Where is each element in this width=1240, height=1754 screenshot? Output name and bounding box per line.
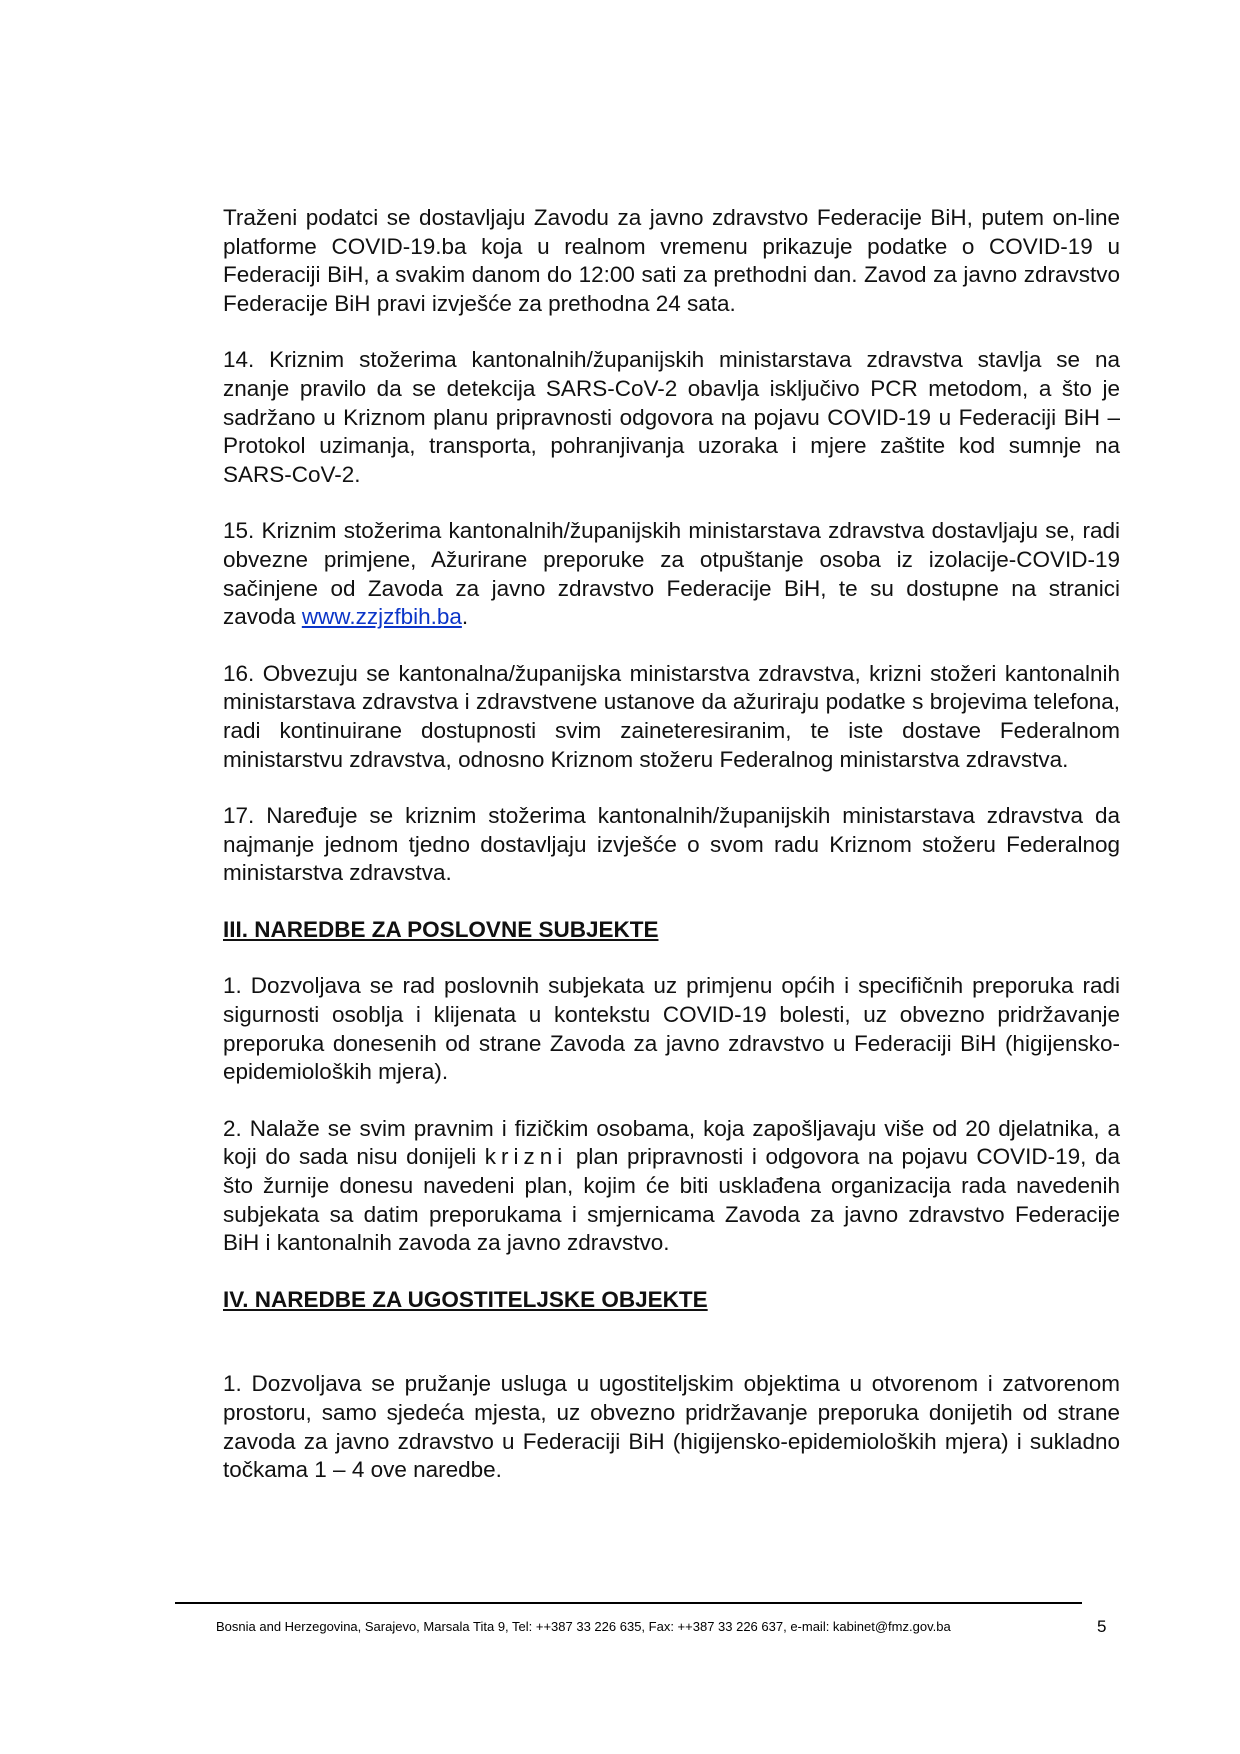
footer-divider — [175, 1602, 1082, 1604]
paragraph-14: 14. Kriznim stožerima kantonalnih/županijskih ministarstava zdravstva stavlja se na znanje pravilo da se detekcija SARS-CoV-2 obavlja isključivo PCR metodom, a što je sadržano u Kriznom planu pripravnosti odgovora na pojavu COVID-19 u Federaciji BiH – Protokol uzimanja, transporta, pohranjivanja uzoraka i mjere zaštite kod sumnje na SARS-CoV-2. — [223, 347, 1120, 487]
section-3-paragraph-2 — [223, 1115, 1120, 1258]
paragraph-15 — [223, 517, 1120, 631]
zzjzfbih-link[interactable]: www.zzjzfbih.ba — [301, 604, 462, 630]
section-4-paragraph-1: 1. Dozvoljava se pružanje usluga u ugostiteljskim objektima u otvorenom i zatvorenom prostoru, samo sjedeća mjesta, uz obvezno pridržavanje preporuka donijetih od strane zavoda za javno zdravstvo u Federaciji BiH (higijensko-epidemioloških mjera) i sukladno točkama 1 – 4 ove naredbe. — [223, 1371, 1120, 1483]
page-number: 5 — [1097, 1617, 1107, 1636]
section-4-heading: IV. NAREDBE ZA UGOSTITELJSKE OBJEKTE — [223, 1286, 708, 1312]
paragraph-15-end: . — [461, 604, 469, 630]
document-body — [223, 204, 1120, 1485]
paragraph-17: 17. Naređuje se kriznim stožerima kantonalnih/županijskih ministarstava zdravstva da najmanje jednom tjedno dostavljaju izvješće o svom radu Kriznom stožeru Federalnog ministarstva zdravstva. — [223, 803, 1120, 886]
section-3-paragraph-2-start: 2. Nalaže se svim pravnim i fizičkim osobama, koja zapošljavaju više od 20 djelatnika, a koji do sada nisu donijeli — [223, 1115, 1120, 1170]
section-3-paragraph-1: 1. Dozvoljava se rad poslovnih subjekata uz primjenu općih i specifičnih preporuka radi sigurnosti osoblja i klijenata u kontekstu COVID-19 bolesti, uz obvezno pridržavanje preporuka donesenih od strane Zavoda za javno zdravstvo u Federaciji BiH (higijensko-epidemioloških mjera). — [223, 973, 1120, 1085]
paragraph-16: 16. Obvezuju se kantonalna/županijska ministarstva zdravstva, krizni stožeri kantonalnih ministarstava zdravstva i zdravstvene ustanove da ažuriraju podatke s brojevima telefona, radi kontinuirane dostupnosti svim zaineteresiranim, te iste dostave Federalnom ministarstvu zdravstva, odnosno Kriznom stožeru Federalnog ministarstva zdravstva. — [223, 660, 1120, 772]
section-3-heading: III. NAREDBE ZA POSLOVNE SUBJEKTE — [223, 916, 659, 942]
paragraph-intro: Traženi podatci se dostavljaju Zavodu za javno zdravstvo Federacije BiH, putem on-line platforme COVID-19.ba koja u realnom vremenu prikazuje podatke o COVID-19 u Federaciji BiH, a svakim danom do 12:00 sati za prethodni dan. Zavod za javno zdravstvo Federacije BiH pravi izvješće za prethodna 24 sata. — [223, 205, 1120, 316]
spaced-word-krizni: krizni — [484, 1144, 568, 1170]
paragraph-15-text: 15. Kriznim stožerima kantonalnih/županijskih ministarstava zdravstva dostavljaju se, radi obvezne primjene, Ažurirane preporuke za otpuštanje osoba iz izolacije-COVID-19 sačinjene od Zavoda za javno zdravstvo Federacije BiH, te su dostupne na stranici zavoda — [223, 518, 1120, 630]
section-3-paragraph-2-end: plan pripravnosti i odgovora na pojavu COVID-19, da što žurnije donesu navedeni plan, kojim će biti usklađena organizacija rada navedenih subjekata sa datim preporukama i smjernicama Zavoda za javno zdravstvo Federacije BiH i kantonalnih zavoda za javno zdravstvo. — [223, 1144, 1120, 1256]
footer-address: Bosnia and Herzegovina, Sarajevo, Marsala Tita 9, Tel: ++387 33 226 635, Fax: ++387 33 226 637, e-mail: kabinet@fmz.gov.ba — [216, 1619, 951, 1634]
